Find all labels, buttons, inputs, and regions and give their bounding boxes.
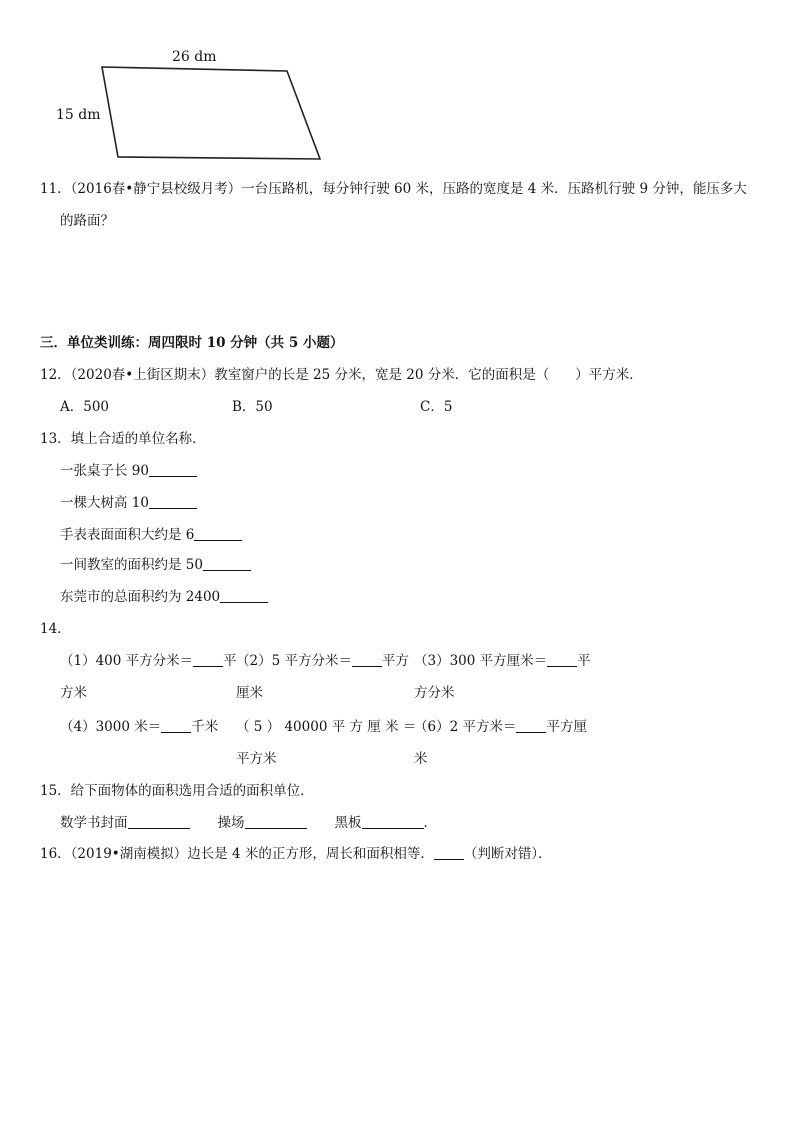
figure-top-label: 26 dm — [172, 49, 217, 65]
q14-3-blank[interactable] — [547, 652, 577, 667]
section3-title: 三．单位类训练：周四限时 10 分钟（共 5 小题） — [40, 335, 344, 351]
figure-left-label: 15 dm — [56, 107, 101, 123]
q15-items — [60, 814, 437, 832]
q14-5-text: （ 5 ） 40000 平 方 厘 米 ＝ — [236, 719, 417, 735]
q14-3-tail: 平 — [577, 653, 591, 669]
q13-blank[interactable] — [149, 462, 197, 477]
q14-2-tail: 平方 — [381, 653, 409, 669]
q14-4-tail: 千米 — [191, 719, 219, 735]
q13-item — [60, 588, 268, 606]
q14-6-tail: 平方厘 — [546, 719, 587, 735]
q14-2-line2: 厘米 — [236, 685, 263, 701]
q16-suffix: （判断对错）． — [463, 846, 552, 862]
q13-blank[interactable] — [194, 526, 242, 541]
q14-1-line2: 方米 — [60, 685, 87, 701]
q13-blank[interactable] — [203, 556, 251, 571]
q14-5-tail: 平方米 — [236, 751, 277, 767]
q15-item-text: 黑板 — [334, 815, 362, 831]
q16-blank[interactable] — [434, 845, 464, 860]
q13-item-text: 一间教室的面积约是 50 — [60, 557, 203, 573]
q14-6-blank[interactable] — [516, 718, 546, 733]
q14-1-line1 — [60, 652, 237, 670]
q13-item-text: 手表表面面积大约是 6 — [60, 527, 195, 543]
q11-line2: 的路面？ — [60, 213, 114, 229]
q13-blank[interactable] — [149, 494, 197, 509]
q13-item-text: 一棵大树高 10 — [60, 495, 149, 511]
q15-blank[interactable] — [128, 814, 190, 829]
q13-title: 13．填上合适的单位名称． — [40, 431, 206, 447]
q13-blank[interactable] — [220, 588, 268, 603]
q13-item — [60, 556, 251, 574]
q14-1-tail: 平 — [223, 653, 237, 669]
q13-item-text: 一张桌子长 90 — [60, 463, 149, 479]
q15-item-text: 数学书封面 — [60, 815, 128, 831]
q14-3-text: （3）300 平方厘米＝ — [414, 653, 548, 669]
q14-2-text: （2）5 平方分米＝ — [236, 653, 352, 669]
q14-number: 14． — [40, 621, 71, 637]
q14-2-line1 — [236, 652, 409, 670]
q15-blank[interactable] — [362, 814, 424, 829]
q12-stem — [40, 366, 643, 384]
q13-item — [60, 526, 242, 544]
q14-6-line2: 米 — [414, 751, 428, 767]
q15-end: ． — [423, 815, 437, 831]
q14-6-line1 — [414, 718, 587, 736]
q14-5-line2 — [236, 750, 277, 768]
parallelogram-figure — [50, 40, 340, 170]
parallelogram-shape — [102, 67, 320, 159]
q15-item-text: 操场 — [217, 815, 245, 831]
q13-item — [60, 494, 197, 512]
q11-line1: 11．（2016春•静宁县校级月考）一台压路机，每分钟行驶 60 米，压路的宽度是 4 米．压路机行驶 9 分钟，能压多大 — [40, 181, 747, 197]
q16 — [40, 845, 552, 863]
q15-blank[interactable] — [245, 814, 307, 829]
q12-option-b: B．50 — [232, 399, 273, 415]
q12-option-a: A．500 — [60, 399, 110, 415]
q12-stem-after: ）平方米． — [575, 367, 643, 383]
q14-3-line1 — [414, 652, 591, 670]
q15-title: 15．给下面物体的面积选用合适的面积单位． — [40, 783, 314, 799]
q14-1-blank[interactable] — [193, 652, 223, 667]
q14-4-text: （4）3000 米＝ — [60, 719, 162, 735]
q16-stem: 16．（2019•湖南模拟）边长是 4 米的正方形，周长和面积相等． — [40, 846, 434, 862]
q14-1-text: （1）400 平方分米＝ — [60, 653, 194, 669]
q12-option-c: C．5 — [420, 399, 453, 415]
q14-5-line1 — [236, 718, 416, 736]
q14-4-line1 — [60, 718, 218, 736]
q14-6-text: （6）2 平方米＝ — [414, 719, 517, 735]
q13-item — [60, 462, 197, 480]
q14-2-blank[interactable] — [352, 652, 382, 667]
q14-3-line2: 方分米 — [414, 685, 455, 701]
q12-stem-before: 12．（2020春•上街区期末）教室窗户的长是 25 分米，宽是 20 分米．它的面积是（ — [40, 367, 550, 383]
q14-4-blank[interactable] — [161, 718, 191, 733]
q13-item-text: 东莞市的总面积约为 2400 — [60, 589, 221, 605]
